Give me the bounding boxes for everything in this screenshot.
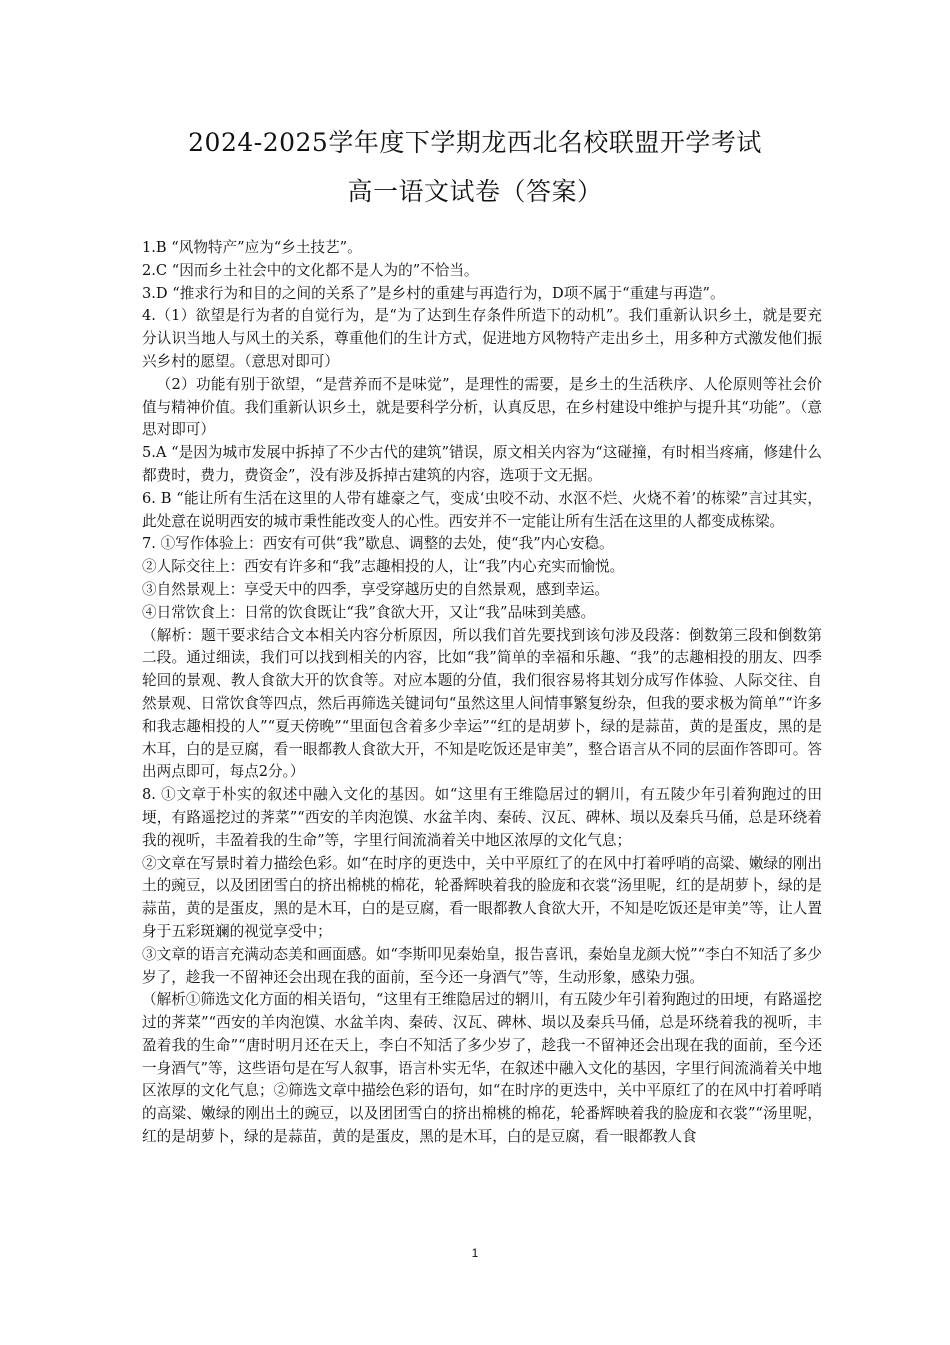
answer-q8-analysis: （解析①筛选文化方面的相关语句，“这里有王维隐居过的辋川，有五陵少年引着狗跑过的田埂，有路遥挖过的荠菜”“西安的羊肉泡馍、水盆羊肉、秦砖、汉瓦、碑林、埙以及秦兵马俑，总是环绕着我的视听，丰盈着我的生命”“唐时明月还在天上，李白不知活了多少岁了，趁我一不留神还会出现在我的面前，至今还一身酒气”等，这些语句是在写人叙事，语言朴实无华，在叙述中融入文化的基因，字里行间流淌着关中地区浓厚的文化气息；②筛选文章中描绘色彩的语句，如“在时序的更迭中，关中平原红了的在风中打着呼哨的高粱、嫩绿的刚出土的豌豆，以及团团雪白的挤出棉桃的棉花，轮番辉映着我的脸庞和衣裳”“汤里呢，红的是胡萝卜，绿的是蒜苗，黄的是蛋皮，黑的是木耳，白的是豆腐，看一眼都教人食 (142, 991, 822, 1146)
page-number: 1 (471, 1246, 479, 1260)
answer-q7-point1: 7. ①写作体验上：西安有可供“我”歇息、调整的去处，使“我”内心安稳。 (142, 535, 614, 553)
answer-q7-point2: ②人际交往上：西安有许多和“我”志趣相投的人，让“我”内心充实而愉悦。 (142, 558, 625, 576)
answer-q7-analysis: （解析：题干要求结合文本相关内容分析原因，所以我们首先要找到该句涉及段落：倒数第三段和倒数第二段。通过细读，我们可以找到相关的内容，比如“我”简单的幸福和乐趣、“我”的志趣相投的朋友、四季轮回的景观、教人食欲大开的饮食等。对应本题的分值，我们很容易将其划分成写作体验、人际交往、自然景观、日常饮食等四点，然后再筛选关键词句“虽然这里人间情事繁复纷杂，但我的要求极为简单”“许多和我志趣相投的人”“夏天傍晚”“里面包含着多少幸运”“红的是胡萝卜，绿的是蒜苗，黄的是蛋皮，黑的是木耳，白的是豆腐，看一眼都教人食欲大开，不知是吃饭还是审美”，整合语言从不同的层面作答即可。答出两点即可，每点2分。） (142, 626, 822, 781)
answer-q4-part2: （2）功能有别于欲望，“是营养而不是味觉”，是理性的需要，是乡土的生活秩序、人伦原则等社会价值与精神价值。我们重新认识乡土，就是要科学分析，认真反思，在乡村建设中维护与提升其“功能”。（意思对即可） (142, 375, 822, 439)
answer-q5: 5.A “是因为城市发展中拆掉了不少古代的建筑”错误，原文相关内容为“这碰撞，有时相当疼痛，修建什么都费时，费力，费资金”，没有涉及拆掉古建筑的内容，选项于文无据。 (142, 444, 822, 484)
document-subtitle: 高一语文试卷（答案） (347, 177, 603, 206)
answer-content (142, 237, 822, 1149)
answer-q4-part1: 4.（1）欲望是行为者的自觉行为，是“为了达到生存条件所造下的动机”。我们重新认识乡土，就是要充分认识当地人与风土的关系，尊重他们的生计方式，促进地方风物特产走出乡土，用多种方式激发他们振兴乡村的愿望。（意思对即可） (142, 307, 822, 370)
answer-q2: 2.C “因而乡土社会中的文化都不是人为的”不恰当。 (142, 261, 479, 279)
answer-q8-point3: ③文章的语言充满动态美和画面感。如“李斯叩见秦始皇，报告喜讯，秦始皇龙颜大悦”“李白不知活了多少岁了，趁我一不留神还会出现在我的面前，至今还一身酒气”等，生动形象，感染力强。 (142, 945, 822, 986)
answer-q6: 6. B “能让所有生活在这里的人带有雄豪之气，变成‘虫咬不动、水沤不烂、火烧不着’的栋梁”言过其实，此处意在说明西安的城市秉性能改变人的心性。西安并不一定能让所有生活在这里的人都变成栋梁。 (142, 489, 822, 530)
answer-q8-point1: 8. ①文章于朴实的叙述中融入文化的基因。如“这里有王维隐居过的辋川，有五陵少年引着狗跑过的田埂，有路遥挖过的荠菜”“西安的羊肉泡馍、水盆羊肉、秦砖、汉瓦、碑林、埙以及秦兵马俑，总是环绕着我的视听，丰盈着我的生命”等，字里行间流淌着关中地区浓厚的文化气息； (142, 786, 822, 849)
document-title: 2024-2025学年度下学期龙西北名校联盟开学考试 (188, 128, 762, 157)
answer-q7-point4: ④日常饮食上：日常的饮食既让“我”食欲大开，又让“我”品味到美感。 (142, 603, 596, 621)
answer-q1: 1.B “风物特产”应为“乡土技艺”。 (142, 239, 362, 256)
answer-q8-point2: ②文章在写景时着力描绘色彩。如“在时序的更迭中，关中平原红了的在风中打着呼哨的高粱、嫩绿的刚出土的豌豆，以及团团雪白的挤出棉桃的棉花，轮番辉映着我的脸庞和衣裳“汤里呢，红的是胡萝卜，绿的是蒜苗，黄的是蛋皮，黑的是木耳，白的是豆腐，看一眼都教人食欲大开，不知是吃饭还是审美”等，让人置身于五彩斑斓的视觉享受中； (142, 854, 822, 940)
answer-q3: 3.D “推求行为和目的之间的关系了”是乡村的重建与再造行为，D项不属于“重建与再造”。 (142, 284, 725, 302)
answer-q7-point3: ③自然景观上：享受天中的四季，享受穿越历史的自然景观，感到幸运。 (142, 580, 610, 598)
